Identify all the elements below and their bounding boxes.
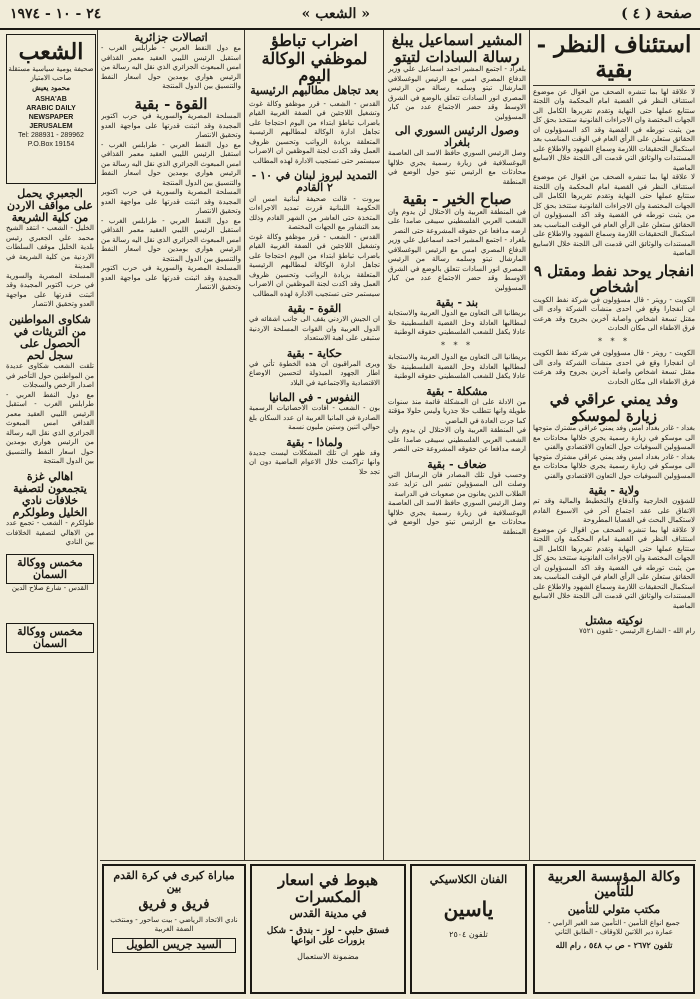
article-body: بلغراد - اجتمع المشير احمد اسماعيل علي وزير الدفاع المصري امس مع الرئيس اليوغسلافي المارشال تيتو وسلمه رسالة من الرئيس المصري انور السادات تتعلق بالوضع في الشرق الاوسط وقد حضر الاجتماع عدد من كبار المسؤولين: [388, 65, 526, 121]
page-number: صفحة ( ٤ ): [621, 6, 692, 22]
article-body: وقد ظهر ان تلك المشكلات ليست جديدة وانها تراكمت خلال الاعوام الماضية دون ان تجد حلا: [249, 448, 380, 476]
article-headline: المشير اسماعيل يبلغ رسالة السادات لتيتو: [391, 32, 523, 66]
article-body: وصل الرئيس السوري حافظ الاسد الى العاصمة اليوغسلافية في زيارة رسمية يجري خلالها محادثات مع الرئيس تيتو حول الوضع في المنطقة: [388, 149, 526, 186]
article-body: لا علاقة لها بما تنشره الصحف من اقوال عن موضوع استئناف النظر في القضية امام المحكمة وان اللجنة ستتابع عملها حتى النهاية وتقدم تقريرها الكامل الى الجهات المختصة وان الاجراءات القانونية ستتخذ بحق كل من يثبت تورطه في القضية وقد اكد المسؤولون ان الحقائق ستعلن على الرأي العام في الوقت المناسب بعد استكمال التحقيقات اللازمة وسماع الشهود والاطلاع على المستندات والوثائق التي قدمت الى اللجنة خلال الاسابيع الماضية: [533, 87, 695, 172]
masthead-en: ARABIC DAILY NEWSPAPER: [26, 105, 76, 121]
article-headline: شكاوى المواطنين من التريثات في الحصول على سجل لحم: [9, 312, 91, 363]
insurance-subtitle: مكتب متولي للتأمين: [567, 902, 661, 916]
column-3: [249, 32, 380, 857]
masthead-en: ASHA'AB: [35, 96, 67, 103]
article-headline: اتصالات جزائرية: [134, 32, 208, 44]
insurance-body: جميع انواع التأمين - التأمين ضد الغير الزامي - عمارة دير اللاتين للاوقاف - الطابق الثاني: [548, 918, 680, 936]
article-body: تلقت الشعب شكاوى عديدة من المواطنين حول التأخير في اصدار الرخص والسجلات: [6, 362, 94, 390]
article-headline: اهالي غزة يتجمعون لتصفية خلافات نادي الخليل وطولكرم: [12, 469, 88, 519]
article-headline: الجعبري يحمل على مواقف الاردن من كلية الشريعة: [7, 188, 93, 225]
photographer-ad: [410, 864, 527, 994]
article-body: الكويت - رويتر - قال مسؤولون في شركة نفط الكويت ان انفجارا وقع في احدى منشآت الشركة وادى الى مقتل تسعة اشخاص واصابة آخرين بجروح وقد هرعت فرق الاطفاء الى مكان الحادث: [533, 349, 695, 386]
article-subheadline: بعد تجاهل مطالبهم الرئيسية: [250, 83, 379, 97]
agency-ad: مخمس ووكالة السمان: [6, 554, 94, 584]
article-body: مع دول النفط العربي - طرابلس الغرب - استقبل الرئيس الليبي العقيد معمر القذافي امس المبعوث الجزائري الذي نقل اليه رسالة من الرئيس هواري بومدين حول اسعار النفط والتنسيق بين الدول المنتجة: [6, 390, 94, 466]
article-body: لا علاقة لها بما تنشره الصحف من اقوال عن موضوع استئناف النظر في القضية امام المحكمة وان اللجنة ستتابع عملها حتى النهاية وتقدم تقريرها الكامل الى الجهات المختصة وان الاجراءات القانونية ستتخذ بحق كل من يثبت تورطه في القضية وقد اكد المسؤولون ان الحقائق ستعلن على الرأي العام في الوقت المناسب بعد استكمال التحقيقات اللازمة وسماع الشهود والاطلاع على المستندات والوثائق التي قدمت الى اللجنة خلال الاسابيع الماضية: [533, 525, 695, 610]
article-body: وصل الرئيس السوري حافظ الاسد الى العاصمة اليوغسلافية في زيارة رسمية يجري خلالها محادثات مع الرئيس تيتو حول الوضع في المنطقة: [388, 499, 526, 536]
article-headline: انفجار يوحد نفط ومقتل ٩ اشخاص: [533, 261, 695, 297]
masthead-line: صحيفة يومية سياسية مستقلة: [8, 65, 94, 73]
column-rule: [383, 30, 384, 860]
article-body: للشؤون الخارجية والدفاع والتخطيط والمالية وقد تم الاتفاق على عقد اجتماع آخر في الاسبوع القادم لاستكمال البحث في القضايا المطروحة: [533, 497, 695, 525]
nuts-ad: [250, 864, 406, 994]
article-body: رام الله - الشارع الرئيسي - تلفون ٧٥٢١: [579, 627, 695, 636]
article-body: مع دول النفط العربي - طرابلس الغرب - استقبل الرئيس الليبي العقيد معمر القذافي امس المبعوث الجزائري الذي نقل اليه رسالة من الرئيس هواري بومدين حول اسعار النفط والتنسيق بين الدول المنتجة: [101, 44, 241, 91]
article-body: من الادلة على ان المشكلة قائمة منذ سنوات طويلة وانها تتطلب حلا جذريا وليس حلولا مؤقتة كما جرت العادة في الماضي: [388, 397, 526, 425]
masthead-owner: محمود يعيش: [32, 83, 70, 92]
nuts-place: في مدينة القدس: [289, 907, 367, 920]
article-body: القدس - الشعب - قرر موظفو وكالة غوث وتشغيل اللاجئين في الضفة الغربية القيام باضراب تباطؤ ابتداء من اليوم احتجاجا على تجاهل ادارة الوكالة لمطالبهم الرئيسية المتعلقة بزيادة الرواتب وتحسين ظروف العمل وقد اكدت لجنة الموظفين ان الاضراب سيستمر حتى تستجيب الادارة لهذه المطالب: [249, 99, 380, 165]
column-5: [6, 188, 94, 968]
column-rule: [244, 30, 245, 860]
nuts-title: هبوط في اسعار المكسرات: [278, 871, 378, 906]
masthead: [6, 34, 96, 184]
article-headline: التمديد لبروز لبنان في ١٠ - ٢ القادم: [251, 169, 378, 195]
article-headline: صباح الخير - بقية: [402, 190, 512, 209]
separator-stars: * * *: [597, 336, 631, 346]
article-headline: مشكلة - بقية: [426, 384, 488, 398]
photographer-title: الفنان الكلاسيكي: [429, 873, 508, 886]
article-body: وحسب قول تلك المصادر فان الرسائل التي وصلت الى المسؤولين تشير الى تزايد عدد الطلاب الذين يعانون من صعوبات في الدراسة: [388, 470, 526, 498]
article-body: بغداد - غادر بغداد امس وفد يمني عراقي مشترك متوجها الى موسكو في زيارة رسمية يجري خلالها محادثات مع المسؤولين السوفيات حول التعاون الاقتصادي والفني: [533, 424, 695, 452]
article-body: الكويت - رويتر - قال مسؤولون في شركة نفط الكويت ان انفجارا وقع في احدى منشآت الشركة وادى الى مقتل تسعة اشخاص واصابة آخرين بجروح وقد هرعت فرق الاطفاء الى مكان الحادث: [533, 295, 695, 333]
column-rule: [529, 30, 530, 860]
nuts-body: فستق حلبي - لوز - بندق - شكل بزورات على انواعها: [266, 926, 390, 947]
article-body: بريطانيا الى التعاون مع الدول العربية والاستجابة لمطالبها العادلة وحل القضية الفلسطينية حلا عادلا يكفل للشعب الفلسطيني حقوقه الوطنية: [388, 353, 526, 381]
agency-address: القدس - شارع صلاح الدين: [11, 583, 89, 592]
article-body: بريطانيا الى التعاون مع الدول العربية والاستجابة لمطالبها العادلة وحل القضية الفلسطينية حلا عادلا يكفل للشعب الفلسطيني حقوقه الوطنية: [388, 309, 526, 337]
article-body: المسلحة المصرية والسورية في حرب اكتوبر المجيدة وقد اثبتت قدرتها على مواجهة العدو وتحقيق الانتصار: [101, 112, 241, 140]
masthead-tel: Tel: 288931 - 289962: [18, 132, 84, 139]
article-headline: نوكيته مشتل: [585, 614, 643, 628]
football-ad: [102, 864, 246, 994]
insurance-phone: تلفون ٢٦٧٢ - ص ب ٥٤٨ ، رام الله: [555, 939, 673, 950]
article-headline: وفد يمني عراقي في زيارة لموسكو: [549, 390, 679, 425]
article-headline: بند - بقية: [435, 296, 479, 310]
article-body: الخليل - الشعب - انتقد الشيخ محمد علي الجعبري رئيس بلدية الخليل موقف السلطات الاردنية من كلية الشريعة في المدينة: [6, 224, 94, 271]
article-body: ويرى المراقبون ان هذه الخطوة تأتي في اطار الجهود المبذولة لتحسين الاوضاع الاقتصادية والاجتماعية في البلاد: [249, 359, 380, 387]
article-headline: ولاية - بقية: [588, 484, 640, 498]
article-headline: ضعاف - بقية: [427, 457, 487, 471]
separator-stars: * * *: [440, 340, 474, 350]
article-body: القدس - الشعب - قرر موظفو وكالة غوث وتشغيل اللاجئين في الضفة الغربية القيام باضراب تباطؤ ابتداء من اليوم احتجاجا على تجاهل ادارة الوكالة لمطالبهم الرئيسية المتعلقة بزيادة الرواتب وتحسين ظروف العمل وقد اكدت لجنة الموظفين ان الاضراب سيستمر حتى تستجيب الادارة لهذه المطالب: [249, 232, 380, 298]
article-body: مع دول النفط العربي - طرابلس الغرب - استقبل الرئيس الليبي العقيد معمر القذافي امس المبعوث الجزائري الذي نقل اليه رسالة من الرئيس هواري بومدين حول اسعار النفط والتنسيق بين الدول المنتجة: [101, 216, 241, 263]
article-body: في المنطقة العربية وان الاحتلال لن يدوم وان الشعب العربي الفلسطيني سيبقى صامدا على ارضه مدافعا عن حقوقه المشروعة حتى النصر: [388, 426, 526, 454]
column-rule: [97, 30, 98, 970]
article-body: بون - الشعب - افادت الاحصائيات الرسمية الصادرة في المانيا الغربية ان عدد السكان بلغ حوالي اثنين وستين مليون نسمة: [249, 404, 380, 432]
article-body: المسلحة المصرية والسورية في حرب اكتوبر المجيدة وقد اثبتت قدرتها على مواجهة العدو وتحقيق الانتصار: [6, 271, 94, 309]
article-headline: وصول الرئيس السوري الى بلغراد: [394, 124, 520, 150]
article-body: في المنطقة العربية وان الاحتلال لن يدوم وان الشعب العربي الفلسطيني سيبقى صامدا على ارضه مدافعا عن حقوقه المشروعة حتى النصر: [388, 207, 526, 235]
masthead-pobox: P.O.Box 19154: [27, 141, 75, 148]
article-body: المسلحة المصرية والسورية في حرب اكتوبر المجيدة وقد اثبتت قدرتها على مواجهة العدو وتحقيق الانتصار: [101, 188, 241, 216]
article-headline: القوة - بقية: [287, 302, 342, 316]
match-body: نادي الاتحاد الرياضي - بيت ساحور - ومنتخب الضفة الغربية: [110, 916, 238, 934]
article-body: بغداد - غادر بغداد امس وفد يمني عراقي مشترك متوجها الى موسكو في زيارة رسمية يجري خلالها محادثات مع المسؤولين السوفيات حول التعاون الاقتصادي والفني: [533, 452, 695, 480]
article-headline: ولماذا - بقية: [286, 435, 343, 449]
article-body: لا علاقة لها بما تنشره الصحف من اقوال عن موضوع استئناف النظر في القضية امام المحكمة وان اللجنة ستتابع عملها حتى النهاية وتقدم تقريرها الكامل الى الجهات المختصة وان الاجراءات القانونية ستتخذ بحق كل من يثبت تورطه في القضية وقد اكد المسؤولون ان الحقائق ستعلن على الرأي العام في الوقت المناسب بعد استكمال التحقيقات اللازمة وسماع الشهود والاطلاع على المستندات والوثائق التي قدمت الى اللجنة خلال الاسابيع الماضية: [533, 173, 695, 258]
agency-ad: مخمس ووكالة السمان: [6, 623, 94, 653]
photographer-phone: تلفون ٢٥٠٤: [449, 930, 488, 940]
insurance-ad: [533, 864, 695, 994]
masthead-en: JERUSALEM: [29, 123, 73, 130]
match-title: مباراة كبرى في كرة القدم: [113, 869, 235, 882]
article-headline: القوة - بقية: [134, 94, 208, 113]
match-sponsor: السيد جريس الطويل: [112, 938, 236, 952]
column-2: [388, 32, 526, 857]
article-headline: حكاية - بقية: [286, 346, 343, 360]
paper-name: « الشعب »: [301, 6, 370, 22]
article-body: طولكرم - الشعب - تجمع عدد من الاهالي لتصفية الخلافات بين النادي: [6, 519, 94, 547]
article-body: بيروت - قالت صحيفة لبنانية امس ان الحكومة اللبنانية قررت تمديد الاجراءات المتخذة حتى العاشر من الشهر القادم وذلك بعد التشاور مع الجهات المختصة: [249, 194, 380, 232]
article-body: المسلحة المصرية والسورية في حرب اكتوبر المجيدة وقد اثبتت قدرتها على مواجهة العدو وتحقيق الانتصار: [101, 264, 241, 292]
page-header: [0, 0, 700, 30]
article-body: بلغراد - اجتمع المشير احمد اسماعيل علي وزير الدفاع المصري امس مع الرئيس اليوغسلافي المارشال تيتو وسلمه رسالة من الرئيس المصري انور السادات تتعلق بالوضع في الشرق الاوسط وقد حضر الاجتماع عدد من كبار المسؤولين: [388, 236, 526, 292]
column-4: [101, 32, 241, 857]
article-headline: اضراب تباطؤ لموظفي الوكالة اليوم: [261, 32, 368, 86]
article-headline: النفوس - في المانيا: [269, 391, 360, 405]
article-body: ان الجيش الاردني يقف الى جانب اشقائه في الدول العربية وان القوات المسلحة الاردنية ستبقى على اهبة الاستعداد: [249, 315, 380, 343]
match-teams: فريق و فريق: [138, 897, 210, 913]
article-headline: استئناف النظر - بقية: [536, 32, 692, 84]
issue-date: ٢٤ - ١٠ - ١٩٧٤: [10, 6, 102, 22]
ads-rule: [100, 860, 696, 861]
column-1: [533, 32, 695, 857]
nuts-tag: مضمونة الاستعمال: [297, 952, 359, 962]
article-body: مع دول النفط العربي - طرابلس الغرب - استقبل الرئيس الليبي العقيد معمر القذافي امس المبعوث الجزائري الذي نقل اليه رسالة من الرئيس هواري بومدين حول اسعار النفط والتنسيق بين الدول المنتجة: [101, 140, 241, 187]
masthead-logo: الشعب: [18, 39, 84, 65]
match-between: بين: [166, 881, 182, 895]
masthead-line: صاحب الامتياز: [30, 74, 72, 82]
insurance-title: وكالة المؤسسة العربية للتأمين: [547, 869, 681, 901]
photographer-name: ياسين: [443, 897, 494, 922]
